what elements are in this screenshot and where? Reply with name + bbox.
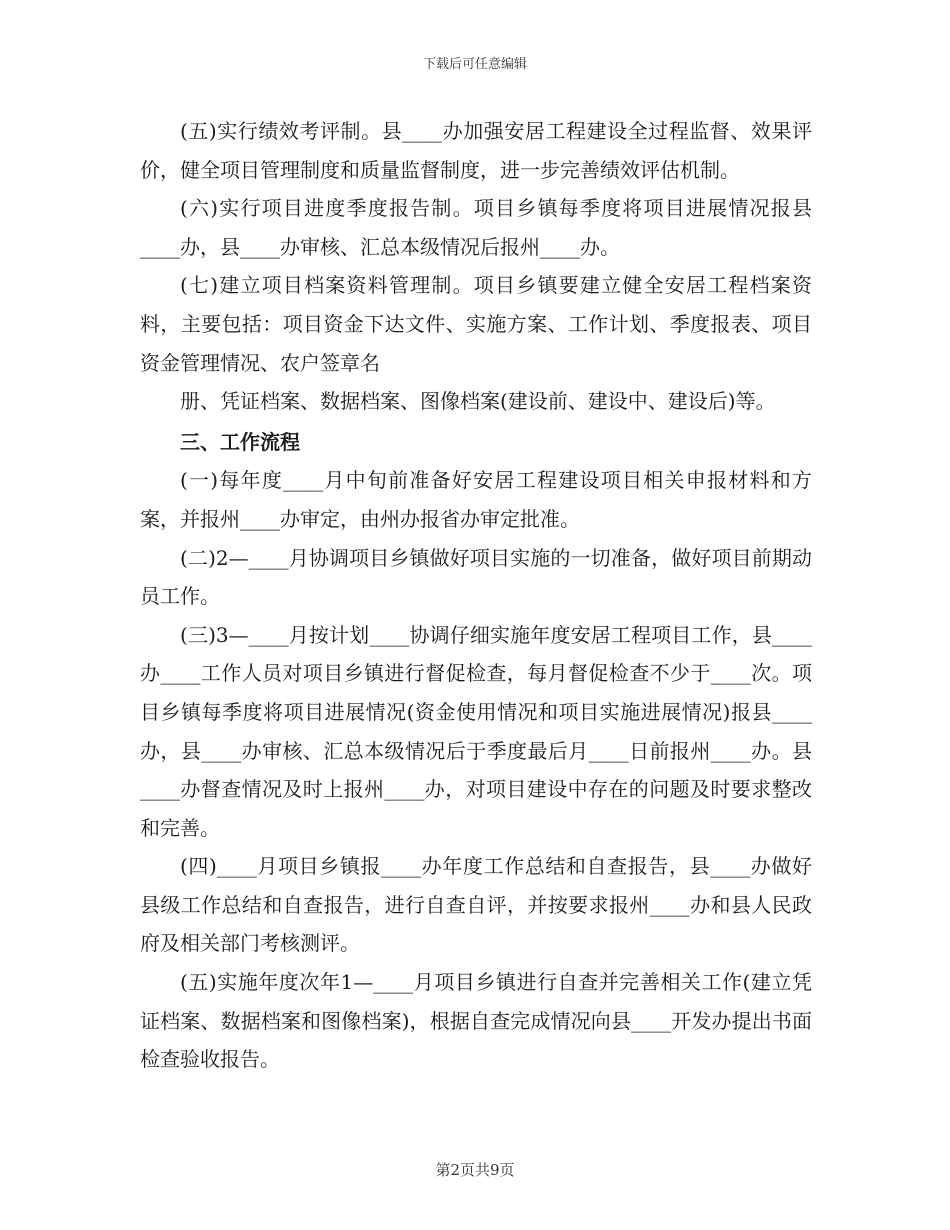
paragraph-archive-management-cont: 册、凭证档案、数据档案、图像档案(建设前、建设中、建设后)等。	[180, 389, 776, 414]
paragraph-quarterly-report: (六)实行项目进度季度报告制。项目乡镇每季度将项目进展情况报县____办，县____办审核、汇总本级情况后报州____办。	[140, 196, 812, 259]
paragraph-archive-management: (七)建立项目档案资料管理制。项目乡镇要建立健全安居工程档案资料，主要包括：项目资金下达文件、实施方案、工作计划、季度报表、项目资金管理情况、农户签章名	[140, 273, 812, 375]
paragraph-workflow-step-1: (一)每年度____月中旬前准备好安居工程建设项目相关申报材料和方案，并报州____办审定，由州办报省办审定批准。	[140, 468, 812, 531]
paragraph-workflow-step-3: (三)3—____月按计划____协调仔细实施年度安居工程项目工作，县____办____工作人员对项目乡镇进行督促检查，每月督促检查不少于____次。项目乡镇每季度将项目进展情况(资金使用情况和项目实施进展情况)报县____办，县____办审核、汇总本级情况后于季度最后月____日前报州____办。县____办督查情况及时上报州____办，对项目建设中存在的问题及时要求整改和完善。	[140, 622, 812, 840]
page-header: 下载后可任意编辑	[422, 57, 527, 72]
document-body	[140, 112, 812, 1079]
paragraph-performance-evaluation: (五)实行绩效考评制。县____办加强安居工程建设全过程监督、效果评价，健全项目管理制度和质量监督制度，进一步完善绩效评估机制。	[140, 119, 812, 182]
section-heading-workflow: 三、工作流程	[180, 429, 300, 454]
page-footer: 第2页共9页	[435, 1161, 515, 1179]
paragraph-workflow-step-5: (五)实施年度次年1—____月项目乡镇进行自查并完善相关工作(建立凭证档案、数据档案和图像档案)，根据自查完成情况向县____开发办提出书面检查验收报告。	[140, 970, 812, 1072]
paragraph-workflow-step-2: (二)2—____月协调项目乡镇做好项目实施的一切准备，做好项目前期动员工作。	[140, 545, 812, 609]
paragraph-workflow-step-4: (四)____月项目乡镇报____办年度工作总结和自查报告，县____办做好县级工作总结和自查报告，进行自查自评，并按要求报州____办和县人民政府及相关部门考核测评。	[140, 854, 812, 956]
